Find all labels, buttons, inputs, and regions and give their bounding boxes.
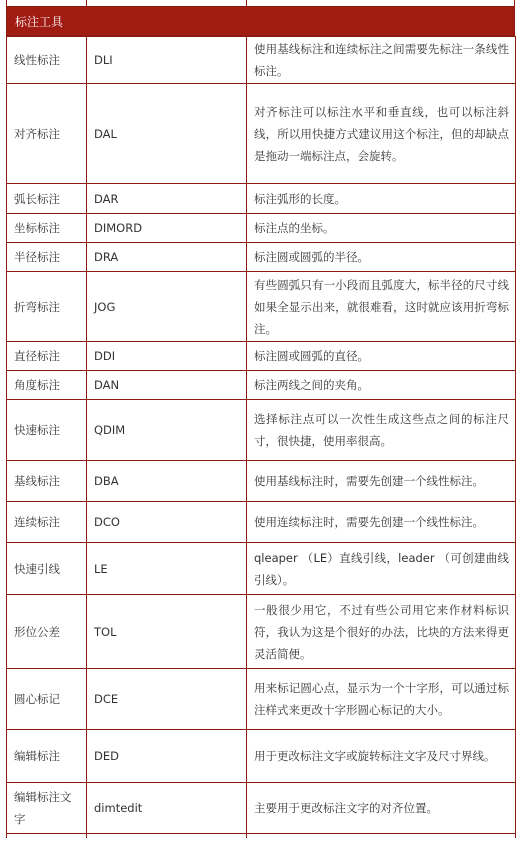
table-row — [7, 272, 516, 342]
description-cell: 用于更改标注文字或旋转标注文字及尺寸界线。 — [247, 730, 516, 783]
table-row — [7, 730, 516, 783]
description-cell: 使用基线标注和连续标注之间需要先标注一条线性标注。 — [247, 37, 516, 84]
table-row — [7, 400, 516, 461]
tool-name-cell: 圆心标记 — [7, 669, 87, 730]
description-cell: 标注点的坐标。 — [247, 214, 516, 243]
command-cell: dimtedit — [87, 783, 247, 834]
stub-cell — [247, 834, 516, 838]
description-cell: 主要用于更改标注文字的对齐位置。 — [247, 783, 516, 834]
command-cell: DLI — [87, 37, 247, 84]
table-row — [7, 37, 516, 84]
description-cell: 标注弧形的长度。 — [247, 184, 516, 214]
table-row — [7, 84, 516, 184]
tool-name-cell: 快速标注 — [7, 400, 87, 461]
command-cell: JOG — [87, 272, 247, 342]
tool-name-cell: 弧长标注 — [7, 184, 87, 214]
tool-name-cell: 坐标标注 — [7, 214, 87, 243]
table-row — [7, 371, 516, 400]
tool-name-cell: 角度标注 — [7, 371, 87, 400]
command-cell: DCE — [87, 669, 247, 730]
tool-name-cell: 形位公差 — [7, 595, 87, 669]
description-cell: qleaper （LE）直线引线，leader （可创建曲线引线）。 — [247, 543, 516, 595]
description-cell: 标注圆或圆弧的直径。 — [247, 342, 516, 371]
stub-cell — [7, 834, 87, 838]
description-cell: 一般很少用它，不过有些公司用它来作材料标识符，我认为这是个很好的办法，比块的方法来得更灵活简便。 — [247, 595, 516, 669]
section-header — [6, 6, 515, 36]
command-cell: QDIM — [87, 400, 247, 461]
tool-name-cell: 编辑标注 — [7, 730, 87, 783]
shortcut-table-container — [6, 0, 515, 838]
command-cell: DAR — [87, 184, 247, 214]
tool-name-cell: 线性标注 — [7, 37, 87, 84]
tool-name-cell: 编辑标注文字 — [7, 783, 87, 834]
table-top-stub — [6, 0, 515, 6]
command-cell: LE — [87, 543, 247, 595]
table-row — [7, 184, 516, 214]
table-row — [7, 502, 516, 543]
command-cell: DAL — [87, 84, 247, 184]
command-cell: TOL — [87, 595, 247, 669]
table-row — [7, 243, 516, 272]
stub-cell — [87, 834, 247, 838]
table-row — [7, 783, 516, 834]
description-cell: 用来标记圆心点，显示为一个十字形，可以通过标注样式来更改十字形圆心标记的大小。 — [247, 669, 516, 730]
tool-name-cell: 半径标注 — [7, 243, 87, 272]
table-row — [7, 595, 516, 669]
command-cell: DED — [87, 730, 247, 783]
table-row — [7, 342, 516, 371]
description-cell: 对齐标注可以标注水平和垂直线，也可以标注斜线，所以用快捷方式建议用这个标注，但的却缺点是拖动一端标注点，会旋转。 — [247, 84, 516, 184]
description-cell: 使用连续标注时，需要先创建一个线性标注。 — [247, 502, 516, 543]
table-row — [7, 669, 516, 730]
command-cell: DDI — [87, 342, 247, 371]
description-cell: 选择标注点可以一次性生成这些点之间的标注尺寸，很快捷，使用率很高。 — [247, 400, 516, 461]
command-cell: DBA — [87, 461, 247, 502]
description-cell: 有些圆弧只有一小段而且弧度大，标半径的尺寸线如果全显示出来，就很难看，这时就应该用折弯标注。 — [247, 272, 516, 342]
command-cell: DIMORD — [87, 214, 247, 243]
table-row — [7, 214, 516, 243]
tool-name-cell: 快速引线 — [7, 543, 87, 595]
description-cell: 标注两线之间的夹角。 — [247, 371, 516, 400]
shortcut-table — [6, 36, 516, 838]
table-bottom-stub — [7, 834, 516, 838]
tool-name-cell: 基线标注 — [7, 461, 87, 502]
table-row — [7, 543, 516, 595]
command-cell: DCO — [87, 502, 247, 543]
tool-name-cell: 折弯标注 — [7, 272, 87, 342]
command-cell: DRA — [87, 243, 247, 272]
tool-name-cell: 对齐标注 — [7, 84, 87, 184]
command-cell: DAN — [87, 371, 247, 400]
table-row — [7, 461, 516, 502]
description-cell: 使用基线标注时，需要先创建一个线性标注。 — [247, 461, 516, 502]
section-title: 标注工具 — [15, 14, 64, 29]
tool-name-cell: 连续标注 — [7, 502, 87, 543]
description-cell: 标注圆或圆弧的半径。 — [247, 243, 516, 272]
tool-name-cell: 直径标注 — [7, 342, 87, 371]
